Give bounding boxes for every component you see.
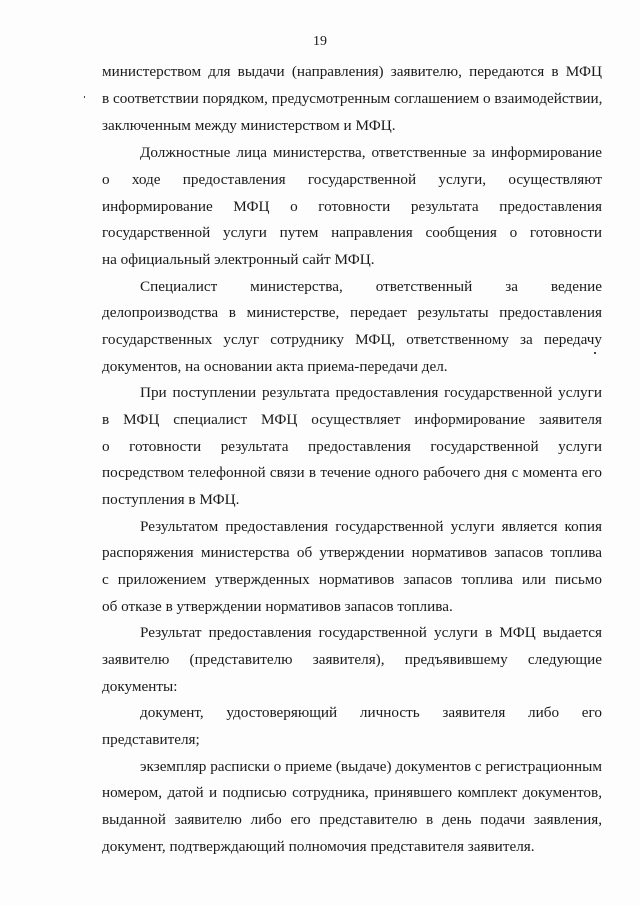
text-line: документ, удостоверяющий личность заявителя либо его [140, 704, 602, 721]
text-line: заключенным между министерством и МФЦ. [102, 117, 396, 134]
scan-speck [594, 352, 596, 354]
text-line: заявителю (представителю заявителя), предъявившему следующие [102, 651, 602, 668]
text-line: на официальный электронный сайт МФЦ. [102, 251, 375, 268]
text-line: о ходе предоставления государственной услуги, осуществляют [102, 171, 602, 188]
text-line: Специалист министерства, ответственный за ведение [140, 278, 602, 295]
text-line: документы: [102, 678, 178, 695]
text-line: делопроизводства в министерстве, передает результаты предоставления [102, 304, 602, 321]
text-line: министерством для выдачи (направления) заявителю, передаются в МФЦ [102, 63, 602, 80]
text-line: Должностные лица министерства, ответственные за информирование [140, 144, 602, 161]
text-line: посредством телефонной связи в течение одного рабочего дня с момента его [102, 464, 602, 481]
text-line: Результат предоставления государственной услуги в МФЦ выдается [140, 624, 602, 641]
text-line: с приложением утвержденных нормативов запасов топлива или письмо [102, 571, 602, 588]
text-line: в МФЦ специалист МФЦ осуществляет информирование заявителя [102, 411, 602, 428]
text-line: документ, подтверждающий полномочия представителя заявителя. [102, 838, 535, 855]
page-number: 19 [313, 34, 327, 49]
text-line: об отказе в утверждении нормативов запасов топлива. [102, 598, 453, 615]
text-line: документов, на основании акта приема-передачи дел. [102, 358, 448, 375]
text-line: номером, датой и подписью сотрудника, принявшего комплект документов, [102, 784, 602, 801]
text-line: информирование МФЦ о готовности результата предоставления [102, 198, 602, 215]
text-line: Результатом предоставления государственной услуги является копия [140, 518, 602, 535]
text-line: При поступлении результата предоставления государственной услуги [140, 384, 602, 401]
text-line: экземпляр расписки о приеме (выдаче) документов с регистрационным [140, 758, 602, 775]
text-line: государственной услуги путем направления сообщения о готовности [102, 224, 602, 241]
scan-speck [84, 96, 85, 98]
text-line: выданной заявителю либо его представителю в день подачи заявления, [102, 811, 602, 828]
text-line: поступления в МФЦ. [102, 491, 240, 508]
text-line: представителя; [102, 731, 200, 748]
text-line: государственных услуг сотруднику МФЦ, ответственному за передачу [102, 331, 602, 348]
text-line: в соответствии порядком, предусмотренным соглашением о взаимодействии, [102, 90, 603, 107]
text-line: о готовности результата предоставления государственной услуги [102, 438, 602, 455]
text-line: распоряжения министерства об утверждении нормативов запасов топлива [102, 544, 602, 561]
